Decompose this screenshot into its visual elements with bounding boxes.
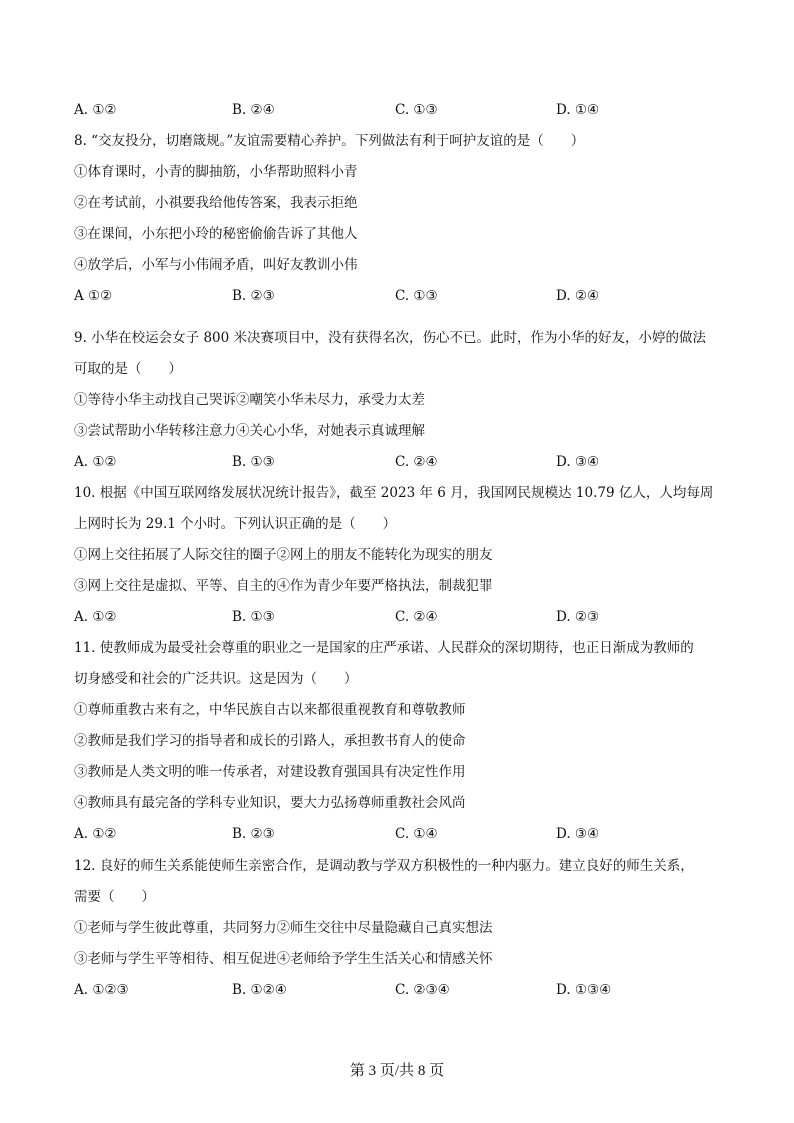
q7-option-a[interactable]: A. ①② bbox=[74, 102, 117, 118]
q7-option-c[interactable]: C. ①③ bbox=[395, 102, 438, 118]
q10-options bbox=[74, 608, 754, 626]
q10-option-c[interactable]: C. ②④ bbox=[395, 609, 438, 625]
q8-option-c[interactable]: C. ①③ bbox=[395, 288, 438, 304]
q8-statement-4: ④放学后，小军与小伟闹矛盾，叫好友教训小伟 bbox=[74, 257, 358, 273]
q9-statement-2: ③尝试帮助小华转移注意力④关心小华，对她表示真诚理解 bbox=[74, 423, 425, 439]
q12-option-c[interactable]: C. ②③④ bbox=[395, 982, 450, 998]
q11-option-a[interactable]: A. ①② bbox=[74, 826, 117, 842]
q9-option-b[interactable]: B. ①③ bbox=[232, 454, 275, 470]
q11-statement-3: ③教师是人类文明的唯一传承者，对建设教育强国具有决定性作用 bbox=[74, 764, 466, 780]
q8-options bbox=[74, 287, 754, 305]
q8-statement-1: ①体育课时，小青的脚抽筋，小华帮助照料小青 bbox=[74, 164, 358, 180]
q12-statement-2: ③老师与学生平等相待、相互促进④老师给予学生生活关心和情感关怀 bbox=[74, 951, 493, 967]
q9-options bbox=[74, 453, 754, 471]
q8-statement-3: ③在课间，小东把小玲的秘密偷偷告诉了其他人 bbox=[74, 226, 358, 242]
q12-option-d[interactable]: D. ①③④ bbox=[556, 982, 612, 998]
q9-statement-1: ①等待小华主动找自己哭诉②嘲笑小华未尽力，承受力太差 bbox=[74, 392, 425, 408]
q8-option-a[interactable]: A ①② bbox=[74, 288, 113, 304]
q7-options bbox=[74, 101, 754, 119]
q12-stem-line-2: 需要（ ） bbox=[74, 889, 155, 905]
q10-statement-1: ①网上交往拓展了人际交往的圈子②网上的朋友不能转化为现实的朋友 bbox=[74, 547, 493, 563]
q11-stem-line-2: 切身感受和社会的广泛共识。这是因为（ ） bbox=[74, 671, 358, 687]
q11-statement-1: ①尊师重教古来有之，中华民族自古以来都很重视教育和尊敬教师 bbox=[74, 702, 466, 718]
q12-options bbox=[74, 981, 754, 999]
q12-stem-line-1: 12. 良好的师生关系能使师生亲密合作，是调动教与学双方积极性的一种内驱力。建立良好的师生关系， bbox=[74, 858, 694, 874]
q8-option-d[interactable]: D. ②④ bbox=[556, 288, 600, 304]
q11-stem-line-1: 11. 使教师成为最受社会尊重的职业之一是国家的庄严承诺、人民群众的深切期待，也正日渐成为教师的 bbox=[74, 640, 694, 656]
q7-option-b[interactable]: B. ②④ bbox=[232, 102, 275, 118]
q10-stem-line-1: 10. 根据《中国互联网络发展状况统计报告》，截至 2023 年 6 月，我国网民规模达 10.79 亿人，人均每周 bbox=[74, 485, 714, 501]
q11-statement-4: ④教师具有最完备的学科专业知识，要大力弘扬尊师重教社会风尚 bbox=[74, 795, 466, 811]
q11-option-c[interactable]: C. ①④ bbox=[395, 826, 438, 842]
q7-option-d[interactable]: D. ①④ bbox=[556, 102, 600, 118]
q10-stem-line-2: 上网时长为 29.1 个小时。下列认识正确的是（ ） bbox=[74, 516, 397, 532]
q11-statement-2: ②教师是我们学习的指导者和成长的引路人，承担教书育人的使命 bbox=[74, 733, 466, 749]
q9-stem-line-1: 9. 小华在校运会女子 800 米决赛项目中，没有获得名次，伤心不已。此时，作为小华的好友，小婷的做法 bbox=[74, 330, 707, 346]
q10-statement-2: ③网上交往是虚拟、平等、自主的④作为青少年要严格执法，制裁犯罪 bbox=[74, 578, 493, 594]
q10-option-b[interactable]: B. ①③ bbox=[232, 609, 275, 625]
q9-option-c[interactable]: C. ②④ bbox=[395, 454, 438, 470]
q12-option-a[interactable]: A. ①②③ bbox=[74, 982, 129, 998]
q12-statement-1: ①老师与学生彼此尊重，共同努力②师生交往中尽量隐藏自己真实想法 bbox=[74, 920, 493, 936]
q9-stem-line-2: 可取的是（ ） bbox=[74, 361, 182, 377]
q12-option-b[interactable]: B. ①②④ bbox=[232, 982, 287, 998]
q11-option-b[interactable]: B. ②③ bbox=[232, 826, 275, 842]
q8-stem: 8. “交友投分，切磨箴规。”友谊需要精心养护。下列做法有利于呵护友谊的是（ ） bbox=[74, 133, 585, 149]
page-number-footer: 第 3 页/共 8 页 bbox=[349, 1063, 445, 1079]
q8-statement-2: ②在考试前，小祺要我给他传答案，我表示拒绝 bbox=[74, 195, 358, 211]
q11-option-d[interactable]: D. ③④ bbox=[556, 826, 600, 842]
q10-option-a[interactable]: A. ①② bbox=[74, 609, 117, 625]
q9-option-a[interactable]: A. ①② bbox=[74, 454, 117, 470]
q10-option-d[interactable]: D. ②③ bbox=[556, 609, 600, 625]
q11-options bbox=[74, 825, 754, 843]
q8-option-b[interactable]: B. ②③ bbox=[232, 288, 275, 304]
q9-option-d[interactable]: D. ③④ bbox=[556, 454, 600, 470]
